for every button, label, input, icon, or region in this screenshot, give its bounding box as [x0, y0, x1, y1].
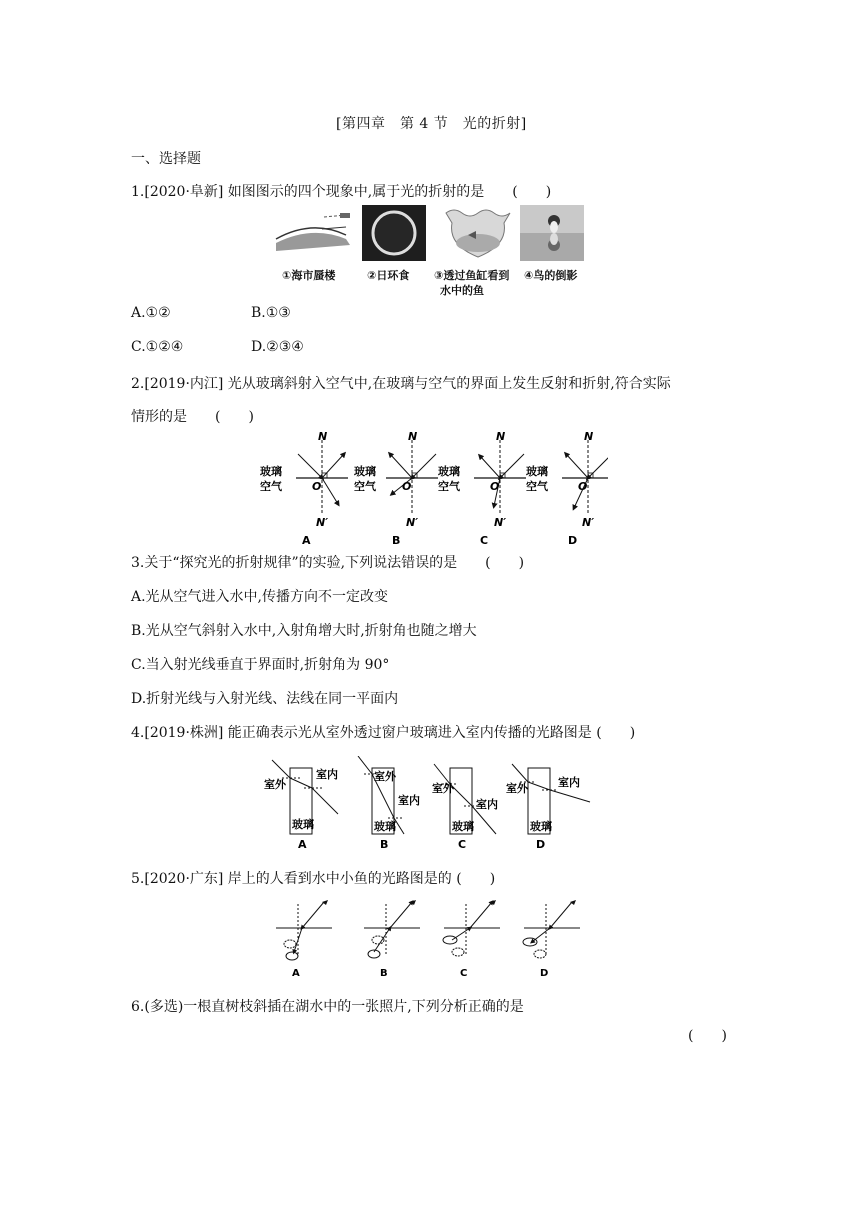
- q2d-n-label: N: [584, 430, 594, 443]
- q2-diagrams: [258, 428, 608, 544]
- q2d-o-label: O: [578, 480, 588, 493]
- q4a-outdoor: 室外: [264, 778, 286, 791]
- q4-diagram-b: [358, 756, 420, 851]
- q3-option-a[interactable]: A.光从空气进入水中,传播方向不一定改变: [131, 589, 389, 605]
- q2b-nprime-label: N′: [406, 516, 419, 529]
- q6-stem: 6.(多选)一根直树枝斜插在湖水中的一张照片,下列分析正确的是: [131, 999, 524, 1015]
- q1-option-a[interactable]: A.①②: [131, 305, 171, 321]
- eclipse-image: [362, 205, 426, 261]
- q1-figure: [272, 205, 612, 295]
- q5-diagram-d: [523, 900, 580, 979]
- q4b-choice: B: [380, 838, 389, 851]
- q4a-indoor: 室内: [316, 768, 338, 781]
- q1-option-d[interactable]: D.②③④: [251, 339, 304, 355]
- q4b-outdoor: 室外: [374, 770, 396, 783]
- q2a-o-label: O: [312, 480, 322, 493]
- q2b-choice: B: [392, 534, 401, 544]
- q1-caption-2: ②日环食: [367, 269, 410, 282]
- q2b-air-label: 空气: [354, 480, 376, 493]
- q5-diagram-b: [364, 900, 420, 979]
- q2b-glass-label: 玻璃: [354, 465, 376, 478]
- q4b-glass: 玻璃: [374, 820, 396, 833]
- q4d-choice: D: [536, 838, 546, 851]
- q3-option-d[interactable]: D.折射光线与入射光线、法线在同一平面内: [131, 691, 399, 707]
- q2a-glass-label: 玻璃: [260, 465, 282, 478]
- q2-diagram-b: [354, 430, 438, 544]
- q2a-nprime-label: N′: [316, 516, 329, 529]
- q2c-n-label: N: [496, 430, 506, 443]
- q2c-choice: C: [480, 534, 489, 544]
- mirage-image: [272, 205, 354, 261]
- q4d-outdoor: 室外: [506, 782, 528, 795]
- q1-option-c[interactable]: C.①②④: [131, 339, 184, 355]
- q2d-choice: D: [568, 534, 578, 544]
- q2-diagram-c: [438, 430, 526, 544]
- q2-figure: [258, 428, 608, 544]
- q2-diagram-d: [526, 430, 608, 544]
- q1-caption-3: ③透过鱼缸看到: [434, 269, 510, 282]
- q2-diagram-a: [260, 430, 348, 544]
- fishtank-image: [442, 205, 514, 261]
- q4-figure: [262, 756, 602, 852]
- q4c-outdoor: 室外: [432, 782, 454, 795]
- q2c-nprime-label: N′: [494, 516, 507, 529]
- q4d-indoor: 室内: [558, 776, 580, 789]
- q4d-glass: 玻璃: [530, 820, 552, 833]
- q2c-air-label: 空气: [438, 480, 460, 493]
- q3-option-b[interactable]: B.光从空气斜射入水中,入射角增大时,折射角也随之增大: [131, 623, 477, 639]
- chapter-header: [第四章 第 4 节 光的折射]: [336, 116, 527, 132]
- q5-stem: 5.[2020·广东] 岸上的人看到水中小鱼的光路图是的 ( ): [131, 871, 496, 887]
- q4b-indoor: 室内: [398, 794, 420, 807]
- q5c-choice: C: [460, 968, 468, 979]
- q2-stem-line1: 2.[2019·内江] 光从玻璃斜射入空气中,在玻璃与空气的界面上发生反射和折射,符合实际: [131, 376, 671, 392]
- q5b-choice: B: [380, 968, 388, 979]
- q4-diagram-c: [432, 764, 498, 851]
- q6-answer-bracket[interactable]: ( ): [688, 1028, 727, 1044]
- q2d-nprime-label: N′: [582, 516, 595, 529]
- q1-caption-3b: 水中的鱼: [440, 284, 484, 297]
- q4-diagram-a: [264, 760, 338, 851]
- q4a-choice: A: [298, 838, 307, 851]
- q5-diagrams: [272, 894, 602, 982]
- q5d-choice: D: [540, 968, 549, 979]
- q2-stem-line2: 情形的是 ( ): [131, 409, 254, 425]
- q2b-o-label: O: [402, 480, 412, 493]
- q5-diagram-c: [443, 900, 500, 979]
- q4-stem: 4.[2019·株洲] 能正确表示光从室外透过窗户玻璃进入室内传播的光路图是 ( ): [131, 725, 636, 741]
- q1-caption-4: ④鸟的倒影: [524, 269, 578, 282]
- q5-diagram-a: [276, 900, 332, 979]
- q3-stem: 3.关于“探究光的折射规律”的实验,下列说法错误的是 ( ): [131, 555, 525, 571]
- q5a-choice: A: [292, 968, 300, 979]
- q4a-glass: 玻璃: [292, 818, 314, 831]
- q4c-glass: 玻璃: [452, 820, 474, 833]
- q2c-glass-label: 玻璃: [438, 465, 460, 478]
- q4c-choice: C: [458, 838, 467, 851]
- q1-option-b[interactable]: B.①③: [251, 305, 291, 321]
- q2d-air-label: 空气: [526, 480, 548, 493]
- q2d-glass-label: 玻璃: [526, 465, 548, 478]
- q2c-o-label: O: [490, 480, 500, 493]
- reflection-image: [520, 205, 584, 261]
- q2a-air-label: 空气: [260, 480, 282, 493]
- q1-images: [272, 205, 612, 265]
- q1-caption-1: ①海市蜃楼: [282, 269, 336, 282]
- q1-stem: 1.[2020·阜新] 如图图示的四个现象中,属于光的折射的是 ( ): [131, 184, 552, 200]
- q3-option-c[interactable]: C.当入射光线垂直于界面时,折射角为 90°: [131, 657, 390, 673]
- q4c-indoor: 室内: [476, 798, 498, 811]
- q2a-n-label: N: [318, 430, 328, 443]
- q2a-choice: A: [302, 534, 311, 544]
- q4-diagram-d: [506, 764, 590, 851]
- q2b-n-label: N: [408, 430, 418, 443]
- section-title: 一、选择题: [131, 151, 201, 167]
- q4-diagrams: [262, 756, 602, 852]
- q5-figure: [272, 894, 602, 982]
